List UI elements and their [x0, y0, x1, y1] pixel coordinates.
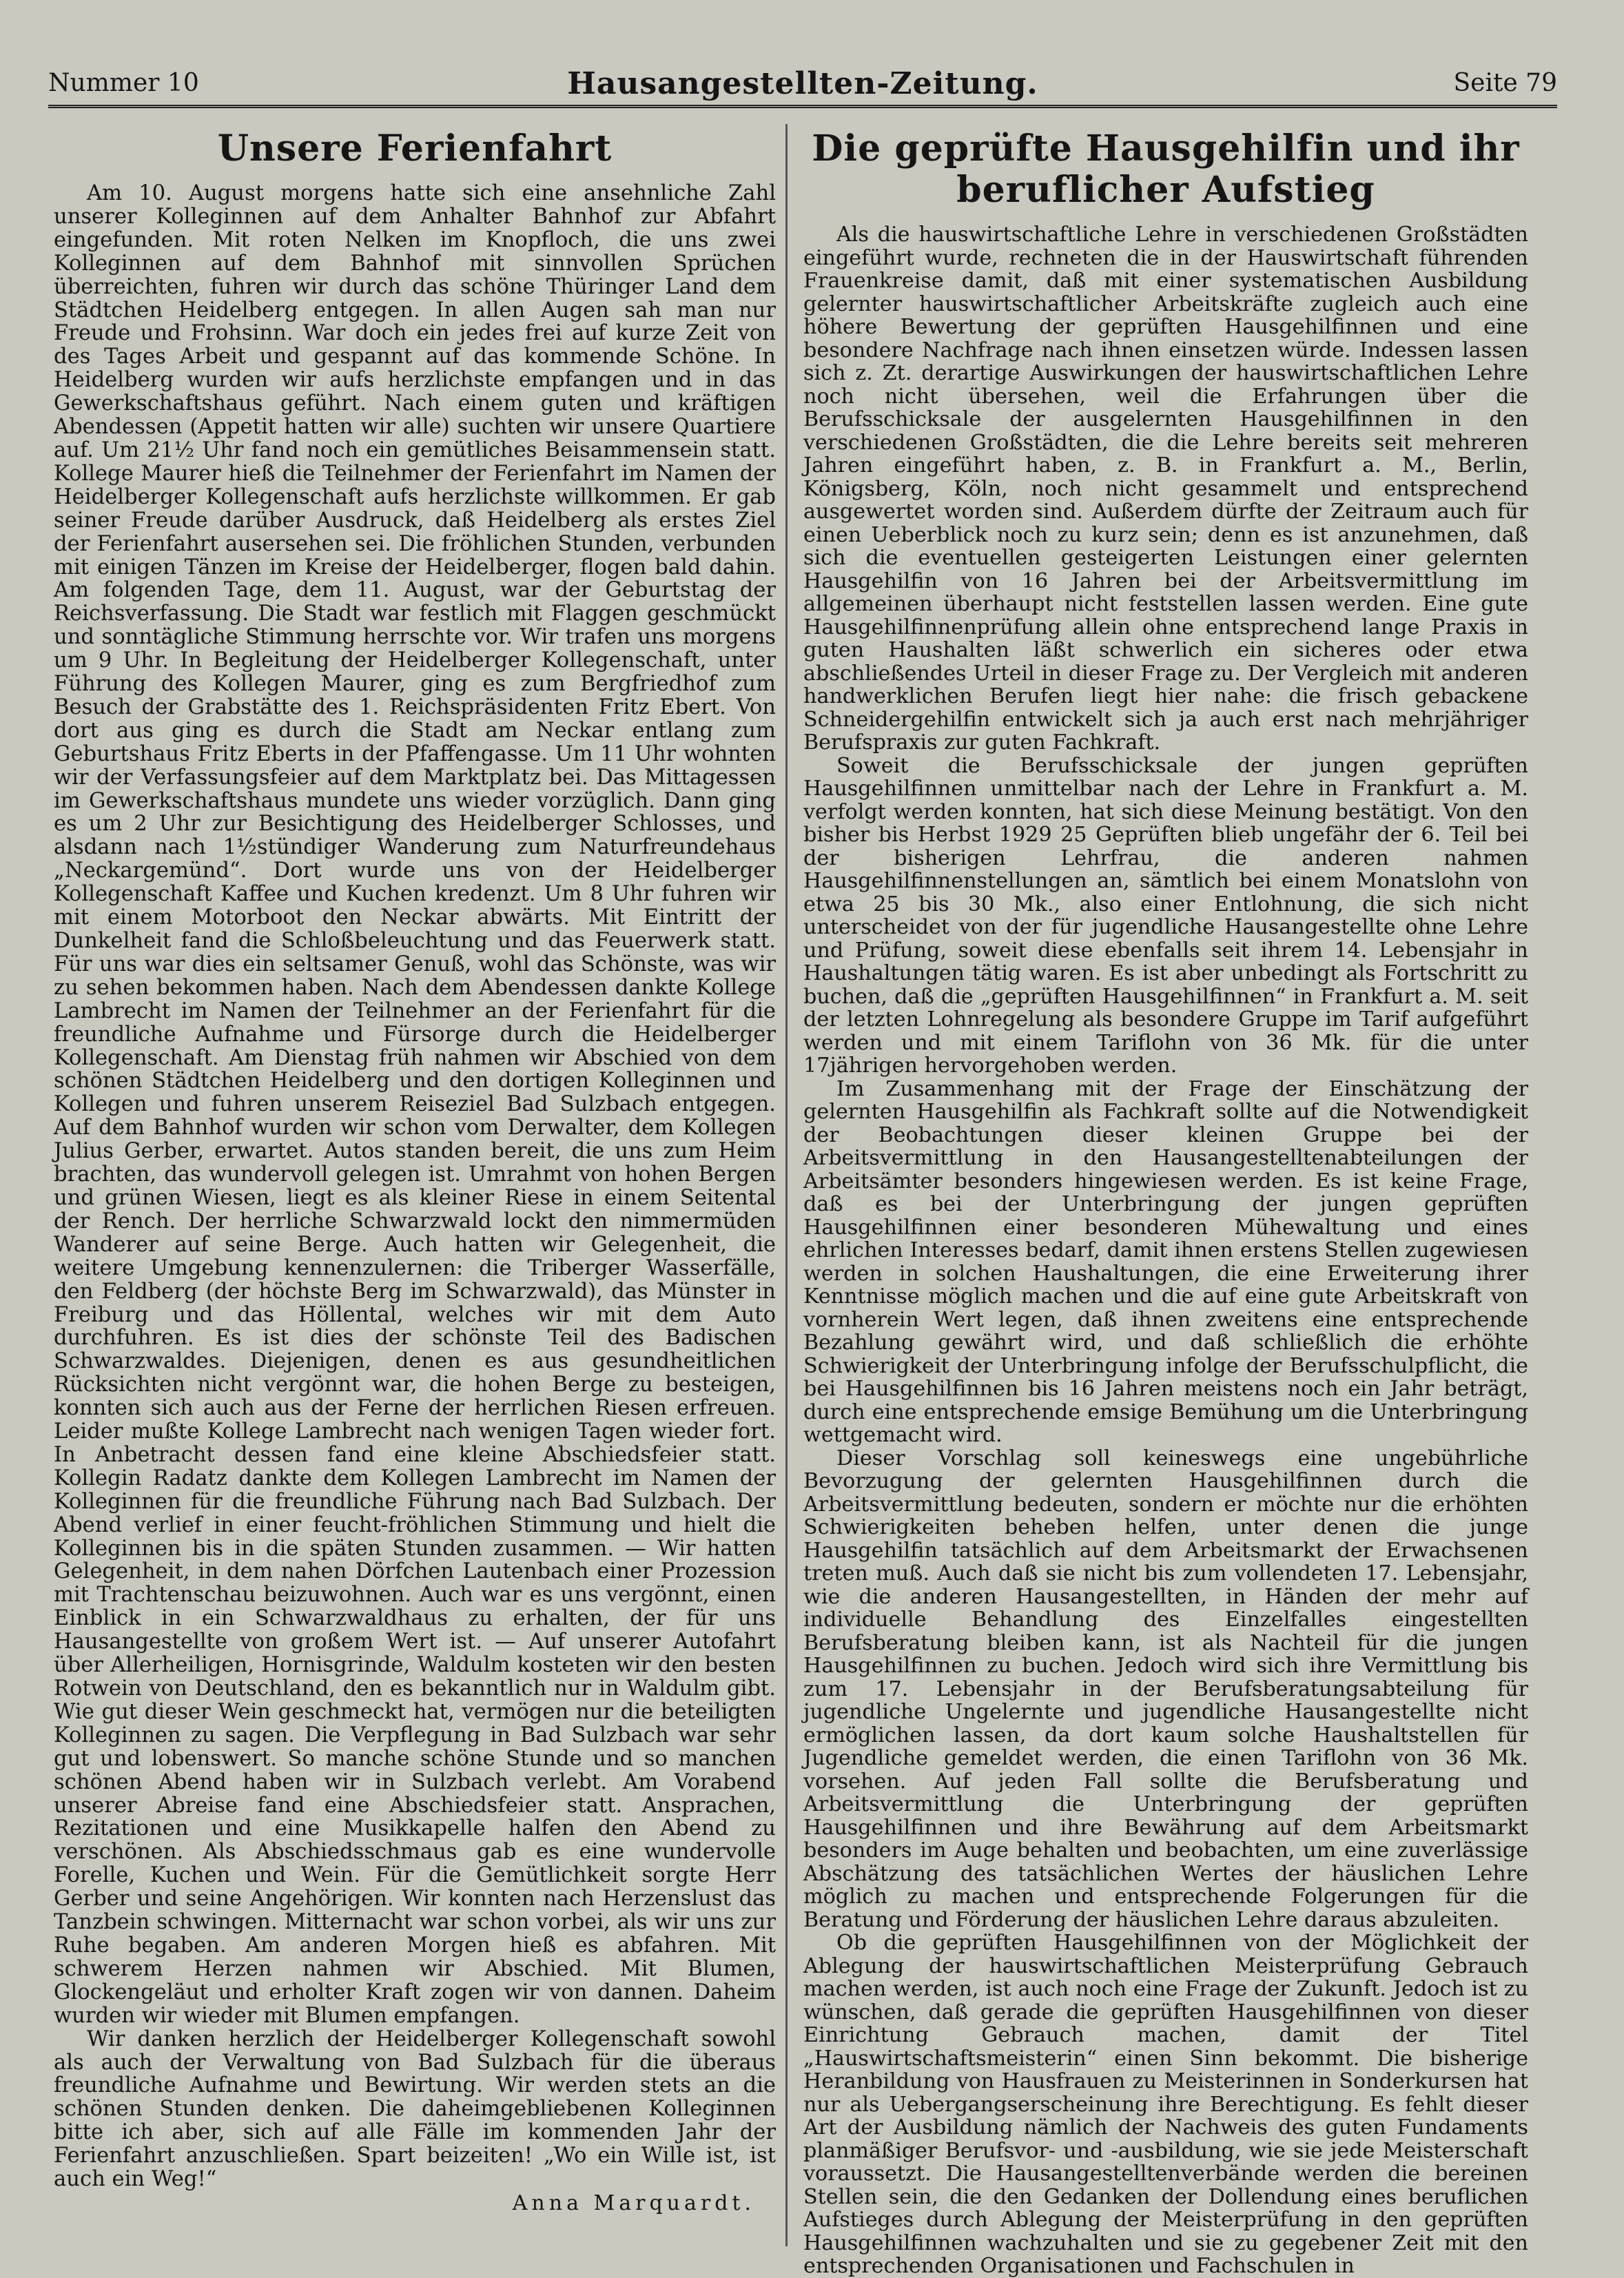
- issue-number: Nummer 10: [48, 69, 199, 97]
- left-column: [54, 124, 776, 2246]
- paragraph: Soweit die Berufsschicksale der jungen geprüften Hausgehilfinnen unmittelbar nach der Lehre in Frankfurt a. M. verfolgt werden konnten, hat sich diese Meinung bestätigt. Von den bisher bis Herbst 1929 25 Geprüften blieb ungefähr der 6. Teil bei der bisherigen Lehrfrau, die anderen nahmen Hausgehilfinnenstellungen an, sämtlich bei einem Monatslohn von etwa 25 bis 30 Mk., also einer Entlohnung, die sich nicht unterscheidet von der für jugendliche Hausangestellte ohne Lehre und Prüfung, soweit diese ebenfalls seit ihrem 14. Lebensjahr in Haushaltungen tätig waren. Es ist aber unbedingt als Fortschritt zu buchen, daß die „geprüften Hausgehilfinnen“ in Frankfurt a. M. seit der letzten Lohnregelung als besondere Gruppe im Tarif aufgeführt werden und mit einem Tariflohn von 36 Mk. für die unter 17jährigen hervorgehoben werden.: [803, 753, 1528, 1078]
- author-signature: Anna Marquardt.: [512, 2190, 755, 2215]
- article-body-hausgehilfin: [803, 223, 1528, 2278]
- paragraph: Als die hauswirtschaftliche Lehre in verschiedenen Großstädten eingeführt wurde, rechneten die in der Hauswirtschaft führenden Frauenkreise damit, daß mit einer systematischen Ausbildung gelernter hauswirtschaftlicher Arbeitskräfte zugleich auch eine höhere Bewertung der geprüften Hausgehilfinnen und eine besondere Nachfrage nach ihnen einsetzen würde. Indessen lassen sich z. Zt. derartige Auswirkungen der hauswirtschaftlichen Lehre noch nicht übersehen, weil die Erfahrungen über die Berufsschicksale der ausgelernten Hausgehilfinnen in den verschiedenen Großstädten, die die Lehre bereits seit mehreren Jahren eingeführt haben, z. B. in Frankfurt a. M., Berlin, Königsberg, Köln, noch nicht gesammelt und entsprechend ausgewertet worden sind. Außerdem dürfte der Zeitraum auch für einen Ueberblick noch zu kurz sein; denn es ist anzunehmen, daß sich die eventuellen gesteigerten Leistungen einer gelernten Hausgehilfin von 16 Jahren bei der Arbeitsvermittlung im allgemeinen überhaupt nicht feststellen lassen werden. Eine gute Hausgehilfinnenprüfung allein ohne entsprechend lange Praxis in guten Haushalten läßt schwerlich ein sicheres oder etwa abschließendes Urteil in dieser Frage zu. Der Vergleich mit anderen handwerklichen Berufen liegt hier nahe: die frisch gebackene Schneidergehilfin entwickelt sich ja auch erst nach mehrjähriger Berufspraxis zur guten Fachkraft.: [803, 223, 1528, 755]
- page-number: Seite 79: [1453, 69, 1557, 97]
- article-title-ferienfahrt: Unsere Ferienfahrt: [217, 127, 613, 170]
- right-column: [803, 124, 1528, 2278]
- article-body-ferienfahrt: [54, 182, 776, 2191]
- paragraph: Am 10. August morgens hatte sich eine ansehnliche Zahl unserer Kolleginnen auf dem Anhalter Bahnhof zur Abfahrt eingefunden. Mit roten Nelken im Knopfloch, die uns zwei Kolleginnen auf dem Bahnhof mit sinnvollen Sprüchen überreichten, fuhren wir durch das schöne Thüringer Land dem Städtchen Heidelberg entgegen. In allen Augen sah man nur Freude und Frohsinn. War doch ein jedes frei auf kurze Zeit von des Tages Arbeit und gespannt auf das kommende Schöne. In Heidelberg wurden wir aufs herzlichste empfangen und in das Gewerkschaftshaus geführt. Nach einem guten und kräftigen Abendessen (Appetit hatten wir alle) suchten wir unsere Quartiere auf. Um 21½ Uhr fand noch ein gemütliches Beisammensein statt. Kollege Maurer hieß die Teilnehmer der Ferienfahrt im Namen der Heidelberger Kollegenschaft aufs herzlichste willkommen. Er gab seiner Freude darüber Ausdruck, daß Heidelberg als erstes Ziel der Ferienfahrt ausersehen sei. Die fröhlichen Stunden, verbunden mit einigen Tänzen im Kreise der Heidelberger, flogen bald dahin. Am folgenden Tage, dem 11. August, war der Geburtstag der Reichsverfassung. Die Stadt war festlich mit Flaggen geschmückt und sonntägliche Stimmung herrschte vor. Wir trafen uns morgens um 9 Uhr. In Begleitung der Heidelberger Kollegenschaft, unter Führung des Kollegen Maurer, ging es zum Bergfriedhof zum Besuch der Grabstätte des 1. Reichspräsidenten Fritz Ebert. Von dort aus ging es durch die Stadt am Neckar entlang zum Geburtshaus Fritz Eberts in der Pfaffengasse. Um 11 Uhr wohnten wir der Verfassungsfeier auf dem Marktplatz bei. Das Mittagessen im Gewerkschaftshaus mundete uns wieder vorzüglich. Dann ging es um 2 Uhr zur Besichtigung des Heidelberger Schlosses, und alsdann nach 1½stündiger Wanderung zum Naturfreundehaus „Neckargemünd“. Dort wurde uns von der Heidelberger Kollegenschaft Kaffee und Kuchen kredenzt. Um 8 Uhr fuhren wir mit einem Motorboot den Neckar abwärts. Mit Eintritt der Dunkelheit fand die Schloßbeleuchtung und das Feuerwerk statt. Für uns war dies ein seltsamer Genuß, wohl das Schönste, was wir zu sehen bekommen haben. Nach dem Abendessen dankte Kollege Lambrecht im Namen der Teilnehmer an der Ferienfahrt für die freundliche Aufnahme und Fürsorge durch die Heidelberger Kollegenschaft. Am Dienstag früh nahmen wir Abschied von dem schönen Städtchen Heidelberg und den dortigen Kolleginnen und Kollegen und fuhren unserem Reiseziel Bad Sulzbach entgegen. Auf dem Bahnhof wurden wir schon vom Derwalter, dem Kollegen Julius Gerber, erwartet. Autos standen bereit, die uns zum Heim brachten, das wundervoll gelegen ist. Umrahmt von hohen Bergen und grünen Wiesen, liegt es als kleiner Riese in einem Seitental der Rench. Der herrliche Schwarzwald lockt den nimmermüden Wanderer auf seine Berge. Auch hatten wir Gelegenheit, die weitere Umgebung kennenzulernen: die Triberger Wasserfälle, den Feldberg (der höchste Berg im Schwarzwald), das Münster in Freiburg und das Höllental, welches wir mit dem Auto durchfuhren. Es ist dies der schönste Teil des Badischen Schwarzwaldes. Diejenigen, denen es aus gesundheitlichen Rücksichten nicht vergönnt war, die hohen Berge zu besteigen, konnten sich auch aus der Ferne der herrlichen Riesen erfreuen. Leider mußte Kollege Lambrecht nach wenigen Tagen wieder fort. In Anbetracht dessen fand eine kleine Abschiedsfeier statt. Kollegin Radatz dankte dem Kollegen Lambrecht im Namen der Kolleginnen für die freundliche Führung nach Bad Sulzbach. Der Abend verlief in einer feucht-fröhlichen Stimmung und hielt die Kolleginnen bis in die späten Stunden zusammen. — Wir hatten Gelegenheit, in dem nahen Dörfchen Lautenbach einer Prozession mit Trachtenschau beizuwohnen. Auch war es uns vergönnt, einen Einblick in ein Schwarzwaldhaus zu erhalten, der für uns Hausangestellte von großem Wert ist. — Auf unserer Autofahrt über Allerheiligen, Hornisgrinde, Waldulm kosteten wir den besten Rotwein von Deutschland, den es bekanntlich nur in Waldulm gibt. Wie gut dieser Wein geschmeckt hat, vermögen nur die beteiligten Kolleginnen zu sagen. Die Verpflegung in Bad Sulzbach war sehr gut und lobenswert. So manche schöne Stunde und so manchen schönen Abend haben wir in Sulzbach verlebt. Am Vorabend unserer Abreise fand eine Abschiedsfeier statt. Ansprachen, Rezitationen und eine Musikkapelle halfen den Abend zu verschönen. Als Abschiedsschmaus gab es eine wundervolle Forelle, Kuchen und Wein. Für die Gemütlichkeit sorgte Herr Gerber und seine Angehörigen. Wir konnten nach Herzenslust das Tanzbein schwingen. Mitternacht war schon vorbei, als wir uns zur Ruhe begaben. Am anderen Morgen hieß es abfahren. Mit schwerem Herzen nahmen wir Abschied. Mit Blumen, Glockengeläut und erholter Kraft zogen wir von dannen. Daheim wurden wir wieder mit Blumen empfangen.: [54, 181, 776, 2028]
- paragraph: Wir danken herzlich der Heidelberger Kollegenschaft sowohl als auch der Verwaltung von Bad Sulzbach für die überaus freundliche Aufnahme und Bewirtung. Wir werden stets an die schönen Stunden denken. Die daheimgebliebenen Kolleginnen bitte ich aber, sich auf alle Fälle im kommenden Jahr der Ferienfahrt anzuschließen. Spart beizeiten! „Wo ein Wille ist, ist auch ein Weg!“: [54, 2026, 776, 2192]
- paragraph: Ob die geprüften Hausgehilfinnen von der Möglichkeit der Ablegung der hauswirtschaftlichen Meisterprüfung Gebrauch machen werden, ist auch noch eine Frage der Zukunft. Jedoch ist zu wünschen, daß gerade die geprüften Hausgehilfinnen von dieser Einrichtung Gebrauch machen, damit der Titel „Hauswirtschaftsmeisterin“ einen Sinn bekommt. Die bisherige Heranbildung von Hausfrauen zu Meisterinnen in Sonderkursen hat nur als Uebergangserscheinung ihre Berechtigung. Es fehlt dieser Art der Ausbildung nämlich der Nachweis des guten Fundaments planmäßiger Berufsvor- und -ausbildung, wie sie jede Meisterschaft voraussetzt. Die Hausangestelltenverbände werden die bereinen Stellen sein, die den Gedanken der Dollendung eines beruflichen Aufstieges durch Ablegung der Meisterprüfung in den geprüften Hausgehilfinnen wachzuhalten und sie zu gegebener Zeit mit den entsprechenden Organisationen und Fachschulen in: [803, 1931, 1528, 2278]
- article-title-hausgehilfin: Die geprüfte Hausgehilfin und ihr beruflicher Aufstieg: [812, 127, 1520, 211]
- page-header: [48, 66, 1557, 108]
- newspaper-title: Hausangestellten-Zeitung.: [567, 66, 1038, 101]
- paragraph: Im Zusammenhang mit der Frage der Einschätzung der gelernten Hausgehilfin als Fachkraft sollte auf die Notwendigkeit der Beobachtungen dieser kleinen Gruppe bei der Arbeitsvermittlung in den Hausangestelltenabteilungen der Arbeitsämter besonders hingewiesen werden. Es ist keine Frage, daß es bei der Unterbringung der jungen geprüften Hausgehilfinnen einer besonderen Mühewaltung und eines ehrlichen Interesses bedarf, damit ihnen erstens Stellen zugewiesen werden in solchen Haushaltungen, die eine Erweiterung ihrer Kenntnisse möglich machen und die auf eine gute Arbeitskraft von vornherein Wert legen, daß ihnen zweitens eine entsprechende Bezahlung gewährt wird, und daß schließlich die erhöhte Schwierigkeit der Unterbringung infolge der Berufsschulpflicht, die bei Hausgehilfinnen bis 16 Jahren meistens noch ein Jahr beträgt, durch eine entsprechende emsige Bemühung um die Unterbringung wettgemacht wird.: [803, 1076, 1528, 1447]
- column-divider: [785, 124, 788, 2246]
- paragraph: Dieser Vorschlag soll keineswegs eine ungebührliche Bevorzugung der gelernten Hausgehilfinnen durch die Arbeitsvermittlung bedeuten, sondern er möchte nur die erhöhten Schwierigkeiten beheben helfen, unter denen die junge Hausgehilfin tatsächlich auf dem Arbeitsmarkt der Erwachsenen treten muß. Auch daß sie nicht bis zum vollendeten 17. Lebensjahr, wie die anderen Hausangestellten, in Händen der mehr auf individuelle Behandlung des Einzelfalles eingestellten Berufsberatung bleiben kann, ist als Nachteil für die jungen Hausgehilfinnen zu buchen. Jedoch wird sich ihre Vermittlung bis zum 17. Lebensjahr in der Berufsberatungsabteilung für jugendliche Ungelernte und jugendliche Hausangestellte nicht ermöglichen lassen, da dort kaum solche Haushaltstellen für Jugendliche gemeldet werden, die einen Tariflohn von 36 Mk. vorsehen. Auf jeden Fall sollte die Berufsberatung und Arbeitsvermittlung die Unterbringung der geprüften Hausgehilfinnen und ihre Bewährung auf dem Arbeitsmarkt besonders im Auge behalten und beobachten, um eine zuverlässige Abschätzung des tatsächlichen Wertes der häuslichen Lehre möglich zu machen und entsprechende Folgerungen für die Beratung und Förderung der häuslichen Lehre daraus abzuleiten.: [803, 1446, 1528, 1932]
